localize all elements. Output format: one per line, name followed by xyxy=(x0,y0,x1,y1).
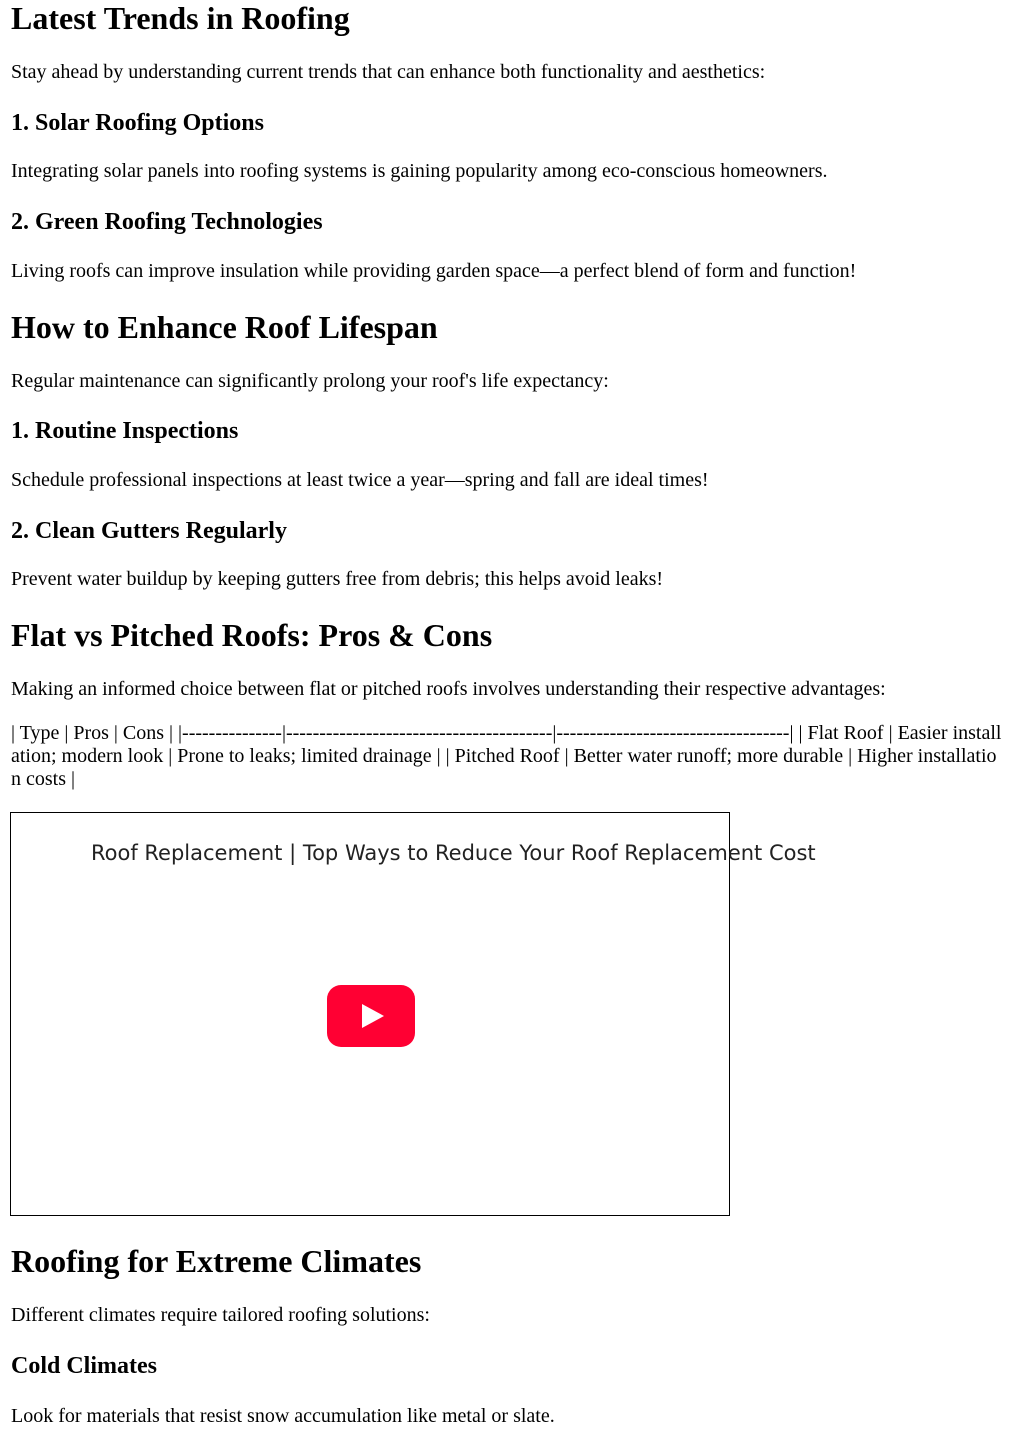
subsection-heading: 2. Clean Gutters Regularly xyxy=(11,518,287,544)
section-heading: Latest Trends in Roofing xyxy=(11,0,350,36)
subsection-heading: Cold Climates xyxy=(11,1353,157,1379)
section-heading: How to Enhance Roof Lifespan xyxy=(11,309,438,345)
video-title[interactable]: Roof Replacement | Top Ways to Reduce Your Roof Replacement Cost xyxy=(91,841,816,865)
subsection-heading: 2. Green Roofing Technologies xyxy=(11,209,323,235)
subsection-text: Living roofs can improve insulation while providing garden space—a perfect blend of form and function! xyxy=(11,260,857,282)
youtube-play-icon[interactable] xyxy=(327,985,415,1047)
subsection-heading: 1. Solar Roofing Options xyxy=(11,110,264,136)
section-heading: Roofing for Extreme Climates xyxy=(11,1243,422,1279)
video-embed[interactable] xyxy=(10,812,816,1216)
subsection-text: Look for materials that resist snow accumulation like metal or slate. xyxy=(11,1405,555,1427)
subsection-text: Schedule professional inspections at least twice a year—spring and fall are ideal times! xyxy=(11,469,709,491)
subsection-heading: 1. Routine Inspections xyxy=(11,418,239,444)
section-intro: Regular maintenance can significantly prolong your roof's life expectancy: xyxy=(11,370,609,392)
section-heading: Flat vs Pitched Roofs: Pros & Cons xyxy=(11,617,493,653)
section-intro: Making an informed choice between flat or pitched roofs involves understanding their respective advantages: xyxy=(11,678,886,700)
subsection-text: Integrating solar panels into roofing systems is gaining popularity among eco-conscious homeowners. xyxy=(11,160,828,182)
section-intro: Stay ahead by understanding current trends that can enhance both functionality and aesthetics: xyxy=(11,61,766,83)
section-intro: Different climates require tailored roofing solutions: xyxy=(11,1304,430,1326)
subsection-text: Prevent water buildup by keeping gutters free from debris; this helps avoid leaks! xyxy=(11,568,664,590)
comparison-table-text: | Type | Pros | Cons | |---------------|----------------------------------------|-----------------------------------| | Flat Roof | Easier installation; modern look | Prone to leaks; limited drainage | | Pitched Roof | Better water runoff; more durable | Higher installation costs | xyxy=(11,722,1002,790)
